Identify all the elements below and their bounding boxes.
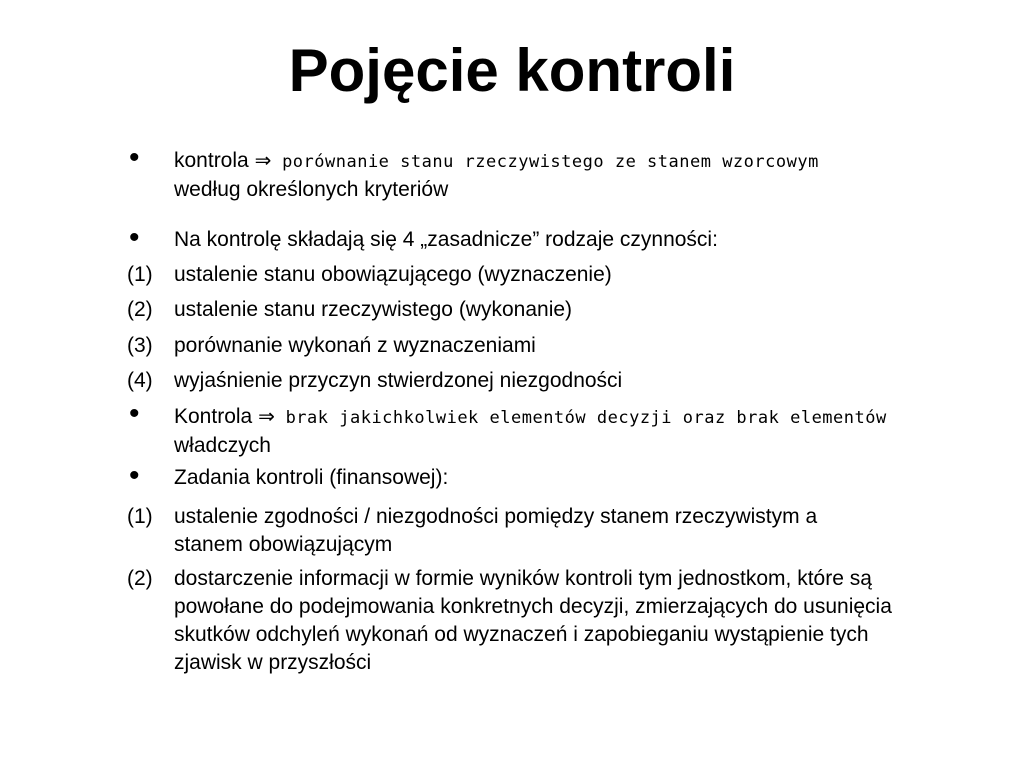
bullet-icon: • [129,141,140,174]
item-text: Zadania kontroli (finansowej): [174,466,449,489]
item-text: wyjaśnienie przyczyn stwierdzonej niezgodności [174,369,623,392]
slide-title: Pojęcie kontroli [288,37,736,104]
list-number: (1) [127,263,153,286]
definition-text: brak jakichkolwiek elementów decyzji oraz brak elementów [274,408,887,428]
item-text: dostarczenie informacji w formie wyników kontroli tym jednostkom, które są powołane do podejmowania konkretnych decyzji, zmierzających do usunięcia skutków odchyleń wykonań od wyznaczeń i zapobieganiu wystąpienie tych zjawisk w przyszłości [174,567,892,674]
numbered-item [127,367,987,395]
list-number: (3) [127,334,153,357]
list-number: (4) [127,369,153,392]
item-text: ustalenie stanu rzeczywistego (wykonanie) [174,298,573,321]
implies-arrow-icon: ⇒ [254,148,272,172]
definition-continuation: według określonych kryteriów [174,178,449,201]
bullet-item-activities [127,221,987,254]
term: Kontrola [174,405,253,428]
item-text: porównanie wykonań z wyznaczeniami [174,334,536,357]
item-text: ustalenie stanu obowiązującego (wyznaczenie) [174,263,612,286]
bullet-icon: • [129,397,140,430]
numbered-item [127,503,887,559]
definition-continuation: władczych [174,434,271,457]
numbered-item [127,296,987,324]
numbered-item [127,565,917,677]
definition-text: porównanie stanu rzeczywistego ze stanem wzorcowym [271,152,819,172]
implies-arrow-icon: ⇒ [258,404,275,428]
term: kontrola [174,149,249,172]
item-text [174,146,987,204]
item-text: ustalenie zgodności / niezgodności pomiędzy stanem rzeczywistym a stanem obowiązującym [174,505,818,556]
item-text: Na kontrolę składają się 4 „zasadnicze” rodzaje czynności: [174,228,718,251]
numbered-item [127,332,987,360]
list-number: (2) [127,298,153,321]
item-text [174,402,987,460]
list-number: (1) [127,505,153,528]
bullet-item-tasks [127,459,987,492]
bullet-item-definition [127,141,987,204]
bullet-item-no-decision [127,397,987,460]
bullet-icon: • [129,459,140,492]
list-number: (2) [127,567,153,590]
numbered-item [127,261,987,289]
bullet-icon: • [129,221,140,254]
